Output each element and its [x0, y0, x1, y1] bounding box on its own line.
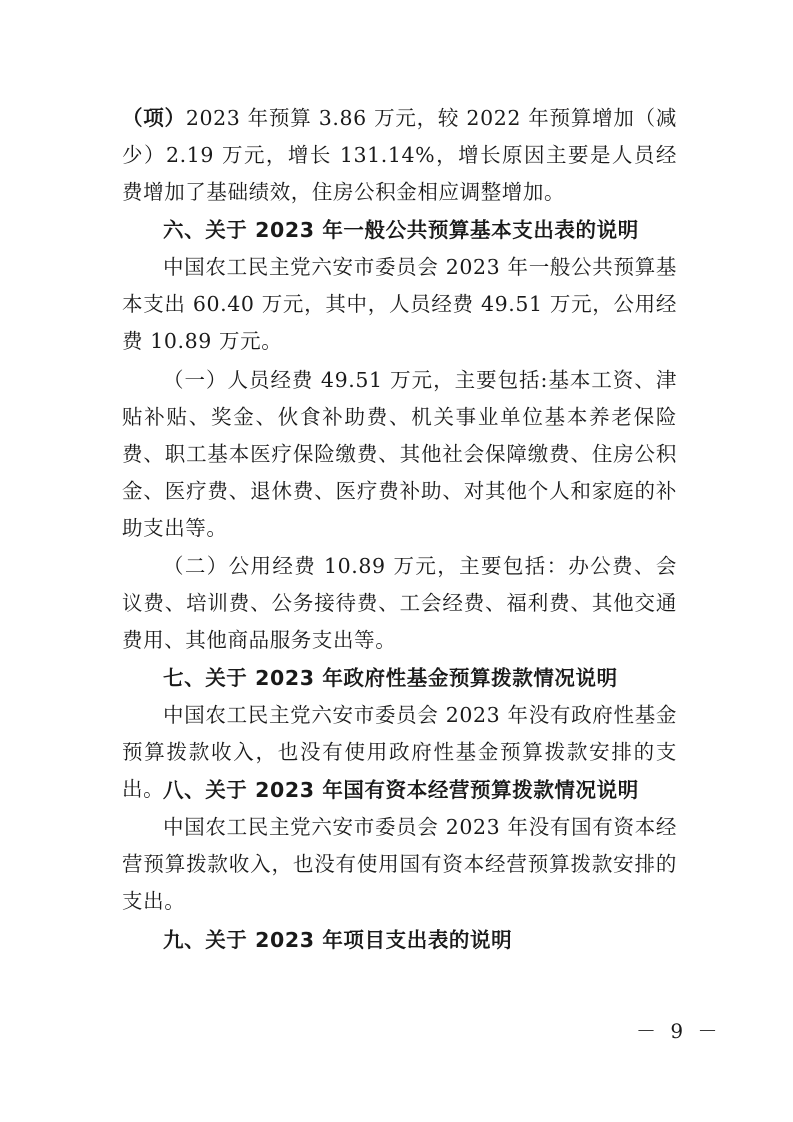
paragraph-public-expense: （二）公用经费 10.89 万元，主要包括：办公费、会议费、培训费、公务接待费、工会经费、福利费、其他交通费用、其他商品服务支出等。	[122, 554, 677, 652]
section-heading-6: 六、关于 2023 年一般公共预算基本支出表的说明	[163, 218, 639, 242]
section-heading-7: 七、关于 2023 年政府性基金预算拨款情况说明	[163, 666, 618, 690]
paragraph-personnel-expense: （一）人员经费 49.51 万元，主要包括:基本工资、津贴补贴、奖金、伙食补助费、机关事业单位基本养老保险费、职工基本医疗保险缴费、其他社会保障缴费、住房公积金、医疗费、退休费、医疗费补助、对其他个人和家庭的补助支出等。	[122, 368, 677, 540]
section-heading-9: 九、关于 2023 年项目支出表的说明	[163, 928, 513, 952]
paragraph-section-6: 中国农工民主党六安市委员会 2023 年一般公共预算基本支出 60.40 万元，其中，人员经费 49.51 万元，公用经费 10.89 万元。	[122, 255, 677, 353]
section-heading-8: 八、关于 2023 年国有资本经营预算拨款情况说明	[163, 778, 639, 802]
paragraph-budget-continuation	[122, 100, 677, 211]
paragraph-section-7: 中国农工民主党六安市委员会 2023 年没有政府性基金预算拨款收入，也没有使用政府性基金预算拨款安排的支出。	[122, 703, 677, 801]
paragraph-text: 2023 年预算 3.86 万元，较 2022 年预算增加（减少）2.19 万元，增长 131.14%，增长原因主要是人员经费增加了基础绩效，住房公积金相应调整增加。	[122, 106, 677, 204]
page-number: － 9 －	[636, 1019, 722, 1043]
item-label: （项）	[122, 106, 186, 130]
paragraph-section-8: 中国农工民主党六安市委员会 2023 年没有国有资本经营预算拨款收入，也没有使用国有资本经营预算拨款安排的支出。	[122, 815, 677, 913]
